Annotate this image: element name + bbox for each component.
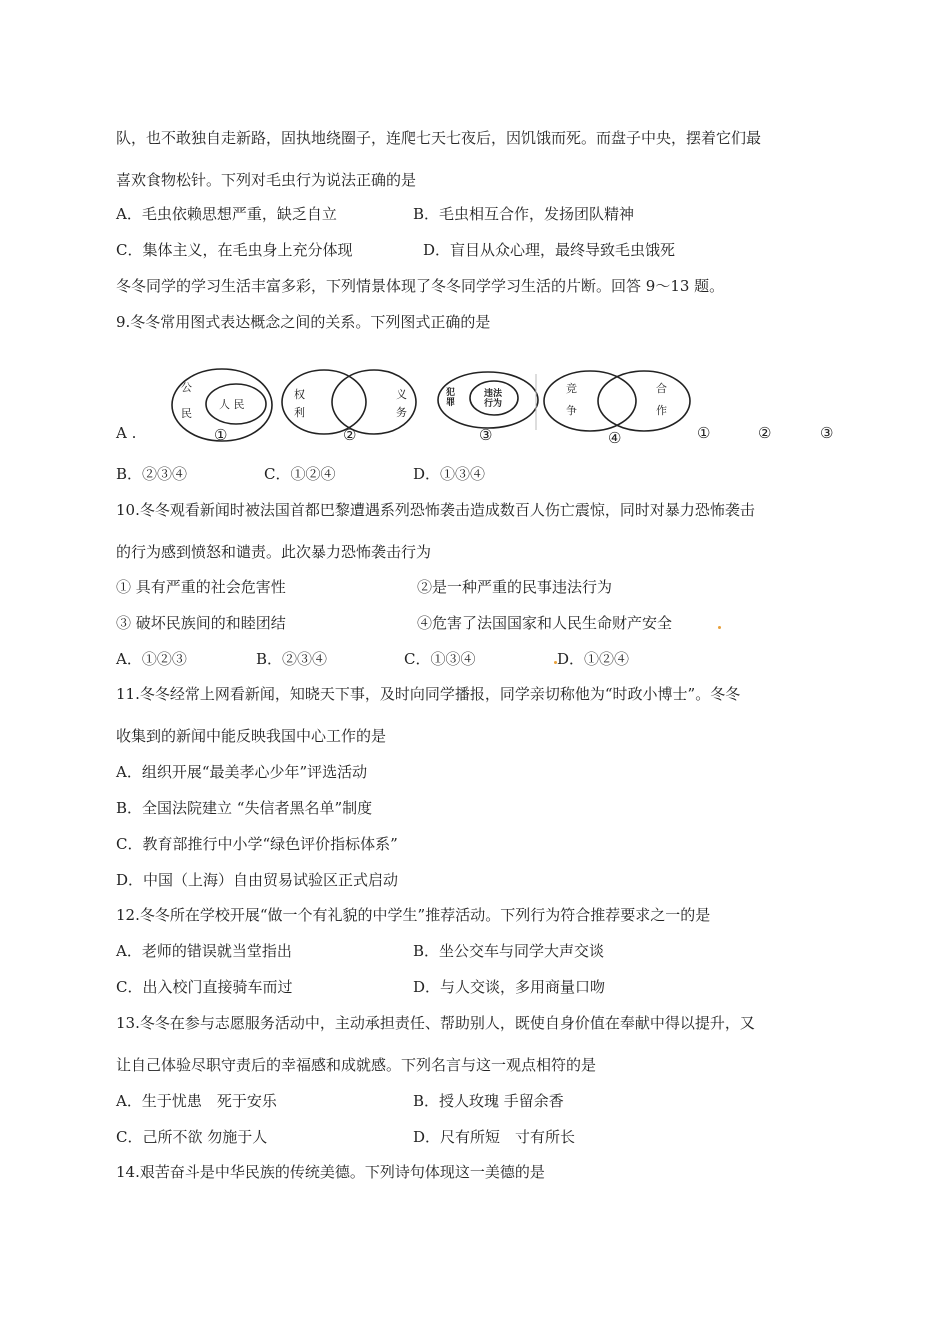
q12-option-c: C．出入校门直接骑车而过 (116, 978, 293, 996)
q9-option-a-item-3: ③ (820, 424, 834, 442)
q14-stem: 14.艰苦奋斗是中华民族的传统美德。下列诗句体现这一美德的是 (116, 1163, 545, 1181)
diagram-4-left-circle (544, 371, 636, 431)
q10-statement-1: ① 具有严重的社会危害性 (116, 578, 286, 596)
q10-option-c: C．①③④ (404, 650, 476, 668)
q8-line-2: 喜欢食物松针。下列对毛虫行为说法正确的是 (116, 171, 417, 189)
q11-line-2: 收集到的新闻中能反映我国中心工作的是 (116, 727, 387, 745)
q9-option-a-item-1: ① (697, 424, 711, 442)
diagram-4-number: ④ (608, 429, 622, 447)
diagram-2 (282, 370, 416, 444)
q9-option-c: C．①②④ (264, 465, 336, 483)
q9-option-a-item-2: ② (758, 424, 772, 442)
diagram-4-right-label-1: 合 (656, 382, 667, 395)
diagram-4-right-label-2: 作 (656, 404, 667, 417)
diagram-3-inner-label-1: 违法 (484, 389, 503, 399)
q11-option-d: D．中国（上海）自由贸易试验区正式启动 (116, 871, 399, 889)
diagram-3-outer-label-2: 罪 (446, 398, 456, 408)
diagram-2-left-label-1: 权 (294, 388, 305, 401)
diagram-3 (438, 372, 538, 444)
q10-statement-2: ②是一种严重的民事违法行为 (417, 578, 613, 596)
diagram-4 (536, 371, 690, 447)
diagram-1-number: ① (214, 426, 228, 444)
diagram-3-inner-label-2: 行为 (484, 399, 503, 409)
q8-line-1: 队，也不敢独自走新路，固执地绕圈子，连爬七天七夜后，因饥饿而死。而盘子中央，摆着它们最 (116, 129, 762, 147)
q13-option-d: D．尺有所短 寸有所长 (413, 1128, 576, 1146)
q10-statement-4: ④危害了法国国家和人民生命财产安全 (417, 614, 673, 632)
q12-option-a: A．老师的错误就当堂指出 (116, 942, 292, 960)
diagram-1-inner-label: 人 民 (219, 398, 245, 411)
q8-option-b: B．毛虫相互合作，发扬团队精神 (413, 205, 635, 223)
q8-option-d: D．盲目从众心理，最终导致毛虫饿死 (423, 241, 676, 259)
diagram-4-right-circle (598, 371, 690, 431)
section-intro: 冬冬同学的学习生活丰富多彩，下列情景体现了冬冬同学学习生活的片断。回答 9～13 题。 (116, 277, 725, 295)
diagram-2-right-circle (332, 370, 416, 434)
q10-statement-3: ③ 破坏民族间的和睦团结 (116, 614, 286, 632)
q9-option-b: B．②③④ (116, 465, 188, 483)
diagram-1-outer-label-1: 公 (181, 381, 192, 394)
q12-option-d: D．与人交谈，多用商量口吻 (413, 978, 606, 996)
q9-option-a-label: A . (116, 424, 137, 442)
diagram-1-outer-label-2: 民 (181, 407, 192, 420)
q13-line-2: 让自己体验尽职守责后的幸福感和成就感。下列名言与这一观点相符的是 (116, 1056, 597, 1074)
diagram-2-right-label-1: 义 (396, 388, 407, 401)
q11-option-b: B．全国法院建立 “失信者黑名单”制度 (116, 799, 373, 817)
diagram-2-right-label-2: 务 (396, 406, 407, 419)
diagram-2-number: ② (343, 426, 357, 444)
stray-mark (718, 626, 721, 629)
q13-option-a: A．生于忧患 死于安乐 (116, 1092, 277, 1110)
q10-option-d: D．①②④ (557, 650, 630, 668)
q11-option-c: C．教育部推行中小学“绿色评价指标体系” (116, 835, 398, 853)
q13-line-1: 13.冬冬在参与志愿服务活动中，主动承担责任、帮助别人，既使自身价值在奉献中得以提升，又 (116, 1014, 755, 1032)
q10-option-b: B．②③④ (256, 650, 328, 668)
q9-diagrams (168, 368, 720, 450)
q13-option-c: C．己所不欲 勿施于人 (116, 1128, 268, 1146)
q12-option-b: B．坐公交车与同学大声交谈 (413, 942, 605, 960)
diagram-2-left-label-2: 利 (294, 406, 305, 419)
q9-stem: 9.冬冬常用图式表达概念之间的关系。下列图式正确的是 (116, 313, 491, 331)
q8-option-a: A．毛虫依赖思想严重，缺乏自立 (116, 205, 337, 223)
diagram-1 (172, 369, 272, 444)
q13-option-b: B．授人玫瑰 手留余香 (413, 1092, 564, 1110)
q10-line-2: 的行为感到愤怒和谴责。此次暴力恐怖袭击行为 (116, 543, 432, 561)
q9-option-d: D．①③④ (413, 465, 486, 483)
q10-option-a: A．①②③ (116, 650, 187, 668)
diagram-4-left-label-1: 竞 (566, 382, 577, 395)
q8-option-c: C．集体主义，在毛虫身上充分体现 (116, 241, 353, 259)
q11-option-a: A．组织开展“最美孝心少年”评选活动 (116, 763, 368, 781)
q11-line-1: 11.冬冬经常上网看新闻，知晓天下事，及时向同学播报，同学亲切称他为“时政小博士”。冬冬 (116, 685, 741, 703)
q10-line-1: 10.冬冬观看新闻时被法国首都巴黎遭遇系列恐怖袭击造成数百人伤亡震惊，同时对暴力恐怖袭击 (116, 501, 755, 519)
q12-stem: 12.冬冬所在学校开展“做一个有礼貌的中学生”推荐活动。下列行为符合推荐要求之一的是 (116, 906, 711, 924)
diagram-3-number: ③ (479, 426, 493, 444)
diagram-3-outer-label-1: 犯 (446, 388, 456, 398)
diagram-4-left-label-2: 争 (566, 404, 577, 417)
diagram-2-left-circle (282, 370, 366, 434)
